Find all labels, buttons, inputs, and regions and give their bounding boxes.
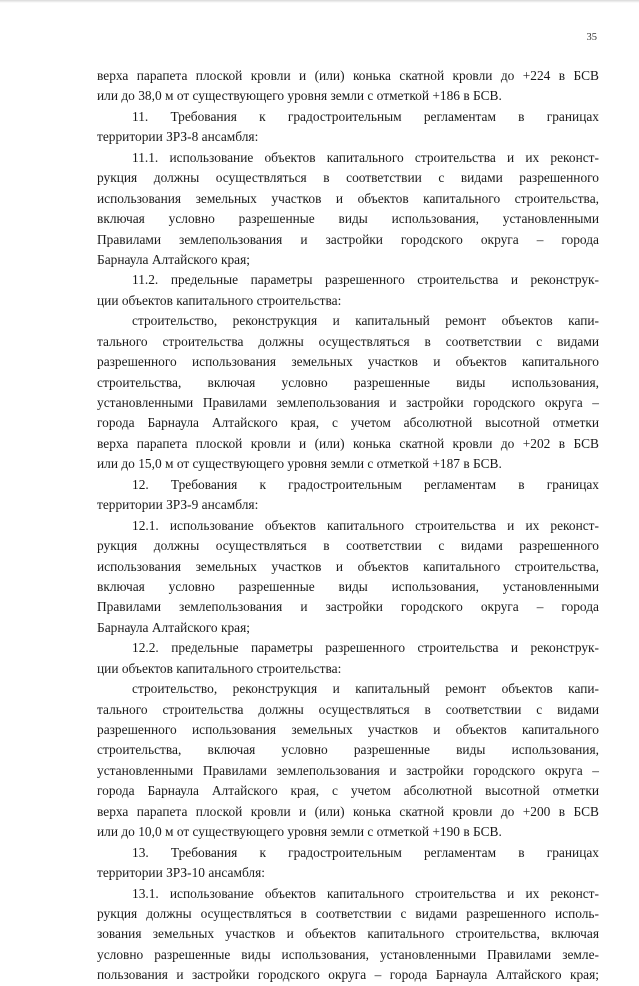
text-line: Правилами землепользования и застройки городского округа – города <box>97 231 599 247</box>
text-line: строительства, включая условно разрешенные виды использования, <box>97 742 599 758</box>
text-line: территории ЗРЗ-9 ансамбля: <box>97 497 259 513</box>
text-line: Барнаула Алтайского края; <box>97 251 251 267</box>
text-line: 11. Требования к градостроительным регламентам в границах <box>132 108 599 124</box>
text-line: разрешенного использования земельных участков и объектов капитального <box>97 722 599 737</box>
text-line: разрешенного использования земельных участков и объектов капитального <box>97 354 599 370</box>
text-line: территории ЗРЗ-10 ансамбля: <box>97 865 265 881</box>
text-line: зования земельных участков и объектов капитального строительства, включая <box>97 926 599 942</box>
text-line: 13. Требования к градостроительным регламентам в границах <box>132 844 599 860</box>
scan-edge <box>0 0 639 3</box>
text-line: или до 10,0 м от существующего уровня земли с отметкой +190 в БСВ. <box>97 824 502 840</box>
text-line: рукция должны осуществляться в соответствии с видами разрешенного <box>97 170 599 186</box>
text-line: территории ЗРЗ-8 ансамбля: <box>97 129 259 145</box>
text-line: рукция должны осуществляться в соответствии с видами разрешенного <box>97 538 599 554</box>
text-line: ции объектов капитального строительства: <box>97 292 342 308</box>
text-line: верха парапета плоской кровли и (или) конька скатной кровли до +202 в БСВ <box>97 435 599 451</box>
text-line: тального строительства должны осуществляться в соответствии с видами <box>97 333 599 349</box>
text-line: Правилами землепользования и застройки городского округа – города <box>97 599 599 615</box>
text-line: рукция должны осуществляться в соответствии с видами разрешенного исполь- <box>97 905 599 921</box>
text-line: или до 15,0 м от существующего уровня земли с отметкой +187 в БСВ. <box>97 456 502 472</box>
text-line: ции объектов капитального строительства: <box>97 660 342 676</box>
text-line: 13.1. использование объектов капитального строительства и их реконст- <box>132 885 599 901</box>
text-line: строительство, реконструкция и капитальный ремонт объектов капи- <box>132 681 599 697</box>
text-line: 12.2. предельные параметры разрешенного строительства и реконструк- <box>132 640 599 656</box>
page-number: 35 <box>586 32 597 43</box>
text-line: города Барнаула Алтайского края, с учетом абсолютной высотной отметки <box>97 415 599 431</box>
text-line: города Барнаула Алтайского края, с учетом абсолютной высотной отметки <box>97 783 599 799</box>
text-line: тального строительства должны осуществляться в соответствии с видами <box>97 701 599 717</box>
text-line: или до 38,0 м от существующего уровня земли с отметкой +186 в БСВ. <box>97 88 502 104</box>
text-line: включая условно разрешенные виды использования, установленными <box>97 578 599 594</box>
text-line: 12. Требования к градостроительным регламентам в границах <box>132 476 599 492</box>
text-line: использования земельных участков и объектов капитального строительства, <box>97 190 599 206</box>
text-line: использования земельных участков и объектов капитального строительства, <box>97 558 599 574</box>
text-line: включая условно разрешенные виды использования, установленными <box>97 211 599 227</box>
body-text <box>97 66 599 986</box>
text-line: 12.1. использование объектов капитального строительства и их реконст- <box>132 517 599 533</box>
text-line: Барнаула Алтайского края; <box>97 619 251 635</box>
text-line: строительство, реконструкция и капитальный ремонт объектов капи- <box>132 313 599 329</box>
text-line: установленными Правилами землепользования и застройки городского округа – <box>97 762 599 778</box>
text-line: верха парапета плоской кровли и (или) конька скатной кровли до +224 в БСВ <box>97 68 599 83</box>
text-line: верха парапета плоской кровли и (или) конька скатной кровли до +200 в БСВ <box>97 803 599 819</box>
text-line: пользования и застройки городского округа – города Барнаула Алтайского края; <box>97 967 599 983</box>
text-line: 11.2. предельные параметры разрешенного строительства и реконструк- <box>132 272 599 288</box>
text-line: 11.1. использование объектов капитального строительства и их реконст- <box>132 149 599 165</box>
text-line: строительства, включая условно разрешенные виды использования, <box>97 374 599 390</box>
text-line: установленными Правилами землепользования и застройки городского округа – <box>97 395 599 410</box>
text-line: условно разрешенные виды использования, установленными Правилами земле- <box>97 946 599 962</box>
